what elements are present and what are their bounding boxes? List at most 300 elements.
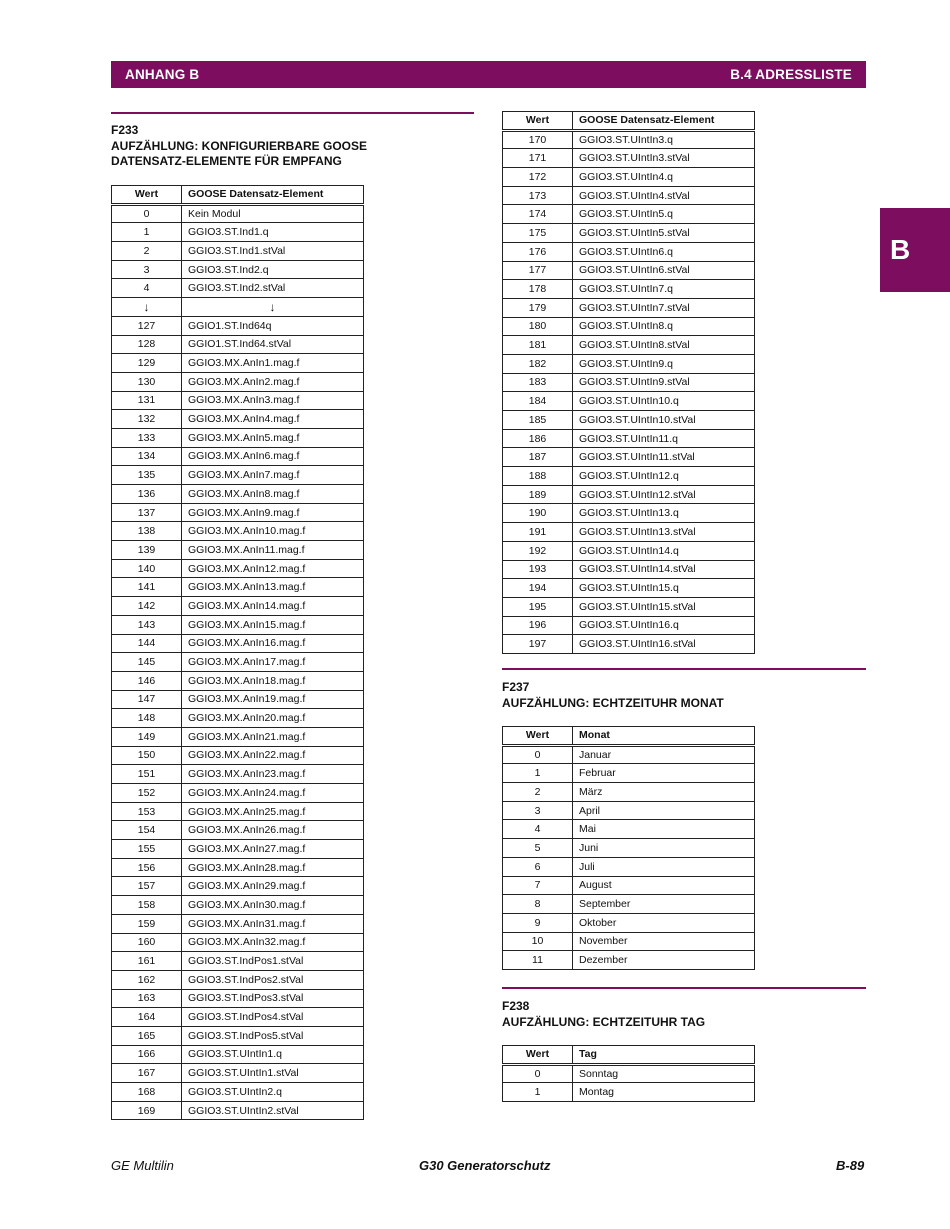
element-cell: GGIO3.MX.AnIn26.mag.f <box>182 821 364 840</box>
element-cell: GGIO3.ST.UIntIn12.stVal <box>573 485 755 504</box>
element-cell: GGIO3.MX.AnIn17.mag.f <box>182 653 364 672</box>
value-cell: 156 <box>112 858 182 877</box>
table-row <box>112 372 364 391</box>
value-cell: 8 <box>503 895 573 914</box>
element-cell: Juni <box>573 839 755 858</box>
table-row <box>503 932 755 951</box>
table-row <box>112 653 364 672</box>
value-cell: 127 <box>112 316 182 335</box>
element-cell: GGIO3.ST.UIntIn11.stVal <box>573 448 755 467</box>
value-cell: 191 <box>503 523 573 542</box>
value-cell: 140 <box>112 559 182 578</box>
appendix-tab: B <box>880 208 950 292</box>
element-cell: GGIO3.MX.AnIn2.mag.f <box>182 372 364 391</box>
column-header: Tag <box>573 1046 755 1065</box>
value-cell: 2 <box>503 783 573 802</box>
section-code: F237 <box>502 680 530 694</box>
table-row <box>503 373 755 392</box>
value-cell: 183 <box>503 373 573 392</box>
element-cell: GGIO3.MX.AnIn27.mag.f <box>182 840 364 859</box>
section-code: F238 <box>502 999 530 1013</box>
value-cell: 155 <box>112 840 182 859</box>
value-cell: 181 <box>503 336 573 355</box>
value-cell: 147 <box>112 690 182 709</box>
table-row <box>112 1045 364 1064</box>
element-cell: GGIO3.MX.AnIn19.mag.f <box>182 690 364 709</box>
value-cell: 169 <box>112 1101 182 1120</box>
value-cell: 144 <box>112 634 182 653</box>
table-row <box>503 783 755 802</box>
element-cell: GGIO3.MX.AnIn10.mag.f <box>182 522 364 541</box>
table-row <box>503 541 755 560</box>
element-cell: GGIO3.ST.IndPos1.stVal <box>182 952 364 971</box>
element-cell: GGIO3.MX.AnIn16.mag.f <box>182 634 364 653</box>
section-label: B.4 ADRESSLISTE <box>730 67 852 82</box>
table-row <box>112 989 364 1008</box>
element-cell: GGIO3.MX.AnIn30.mag.f <box>182 896 364 915</box>
value-cell: 173 <box>503 186 573 205</box>
value-cell: 159 <box>112 914 182 933</box>
element-cell: GGIO3.ST.UIntIn1.stVal <box>182 1064 364 1083</box>
table-row <box>112 410 364 429</box>
table-row <box>503 1064 755 1083</box>
section-title-line: AUFZÄHLUNG: ECHTZEITUHR TAG <box>502 1014 706 1029</box>
value-cell: 11 <box>503 951 573 970</box>
value-cell: 163 <box>112 989 182 1008</box>
table-row <box>112 485 364 504</box>
value-cell: 143 <box>112 615 182 634</box>
element-cell: GGIO3.MX.AnIn18.mag.f <box>182 671 364 690</box>
value-cell: 179 <box>503 298 573 317</box>
element-cell: GGIO1.ST.Ind64q <box>182 316 364 335</box>
table-row <box>112 821 364 840</box>
value-cell: 171 <box>503 149 573 168</box>
value-cell: ↓ <box>112 298 182 317</box>
table-row <box>503 130 755 149</box>
element-cell: Oktober <box>573 913 755 932</box>
data-table-f237 <box>502 726 755 970</box>
table-row <box>503 895 755 914</box>
table-row <box>503 764 755 783</box>
table-row <box>112 242 364 261</box>
value-cell: 158 <box>112 896 182 915</box>
element-cell: GGIO3.ST.Ind2.q <box>182 260 364 279</box>
value-cell: 180 <box>503 317 573 336</box>
table-row <box>112 634 364 653</box>
element-cell: GGIO3.MX.AnIn29.mag.f <box>182 877 364 896</box>
element-cell: GGIO3.ST.UIntIn7.stVal <box>573 298 755 317</box>
element-cell: März <box>573 783 755 802</box>
value-cell: 128 <box>112 335 182 354</box>
element-cell: GGIO3.MX.AnIn3.mag.f <box>182 391 364 410</box>
value-cell: 178 <box>503 280 573 299</box>
value-cell: 196 <box>503 616 573 635</box>
value-cell: 6 <box>503 857 573 876</box>
element-cell: GGIO3.ST.UIntIn6.stVal <box>573 261 755 280</box>
table-row <box>503 839 755 858</box>
value-cell: 188 <box>503 467 573 486</box>
element-cell: GGIO3.MX.AnIn6.mag.f <box>182 447 364 466</box>
value-cell: 165 <box>112 1026 182 1045</box>
element-cell: GGIO3.ST.UIntIn15.q <box>573 579 755 598</box>
element-cell: GGIO3.MX.AnIn24.mag.f <box>182 784 364 803</box>
element-cell: GGIO3.MX.AnIn28.mag.f <box>182 858 364 877</box>
table-row <box>503 411 755 430</box>
table-row <box>112 279 364 298</box>
element-cell: GGIO3.ST.IndPos2.stVal <box>182 970 364 989</box>
table-row <box>503 616 755 635</box>
element-cell: September <box>573 895 755 914</box>
element-cell: GGIO3.ST.UIntIn10.q <box>573 392 755 411</box>
value-cell: 134 <box>112 447 182 466</box>
value-cell: 170 <box>503 130 573 149</box>
table-row <box>503 317 755 336</box>
element-cell: GGIO3.ST.UIntIn16.q <box>573 616 755 635</box>
table-row <box>112 578 364 597</box>
element-cell: GGIO3.MX.AnIn9.mag.f <box>182 503 364 522</box>
element-cell: GGIO3.ST.UIntIn10.stVal <box>573 411 755 430</box>
element-cell: GGIO3.ST.UIntIn5.stVal <box>573 224 755 243</box>
table-row <box>112 223 364 242</box>
element-cell: GGIO3.MX.AnIn20.mag.f <box>182 709 364 728</box>
table-row <box>503 485 755 504</box>
element-cell: ↓ <box>182 298 364 317</box>
table-row <box>112 1008 364 1027</box>
table-row <box>112 522 364 541</box>
column-header: Wert <box>503 727 573 746</box>
value-cell: 189 <box>503 485 573 504</box>
table-row <box>503 336 755 355</box>
element-cell: GGIO3.MX.AnIn7.mag.f <box>182 466 364 485</box>
value-cell: 151 <box>112 765 182 784</box>
value-cell: 1 <box>112 223 182 242</box>
chapter-label: ANHANG B <box>125 67 200 82</box>
table-row <box>112 559 364 578</box>
table-row <box>503 429 755 448</box>
element-cell: GGIO3.ST.UIntIn4.q <box>573 168 755 187</box>
value-cell: 152 <box>112 784 182 803</box>
table-row <box>112 746 364 765</box>
element-cell: GGIO3.ST.UIntIn9.stVal <box>573 373 755 392</box>
element-cell: GGIO3.ST.UIntIn13.q <box>573 504 755 523</box>
value-cell: 10 <box>503 932 573 951</box>
table-row <box>112 541 364 560</box>
table-row <box>112 765 364 784</box>
value-cell: 175 <box>503 224 573 243</box>
element-cell: GGIO1.ST.Ind64.stVal <box>182 335 364 354</box>
section-rule <box>502 668 866 670</box>
table-row <box>112 615 364 634</box>
column-header: Monat <box>573 727 755 746</box>
column-header: GOOSE Datensatz-Element <box>573 112 755 131</box>
table-row <box>503 186 755 205</box>
table-row <box>503 560 755 579</box>
table-row <box>503 951 755 970</box>
data-table-f233 <box>111 185 364 1120</box>
value-cell: 4 <box>503 820 573 839</box>
value-cell: 168 <box>112 1083 182 1102</box>
element-cell: GGIO3.ST.Ind1.stVal <box>182 242 364 261</box>
element-cell: GGIO3.MX.AnIn1.mag.f <box>182 354 364 373</box>
value-cell: 3 <box>503 801 573 820</box>
value-cell: 132 <box>112 410 182 429</box>
element-cell: GGIO3.MX.AnIn11.mag.f <box>182 541 364 560</box>
element-cell: GGIO3.MX.AnIn23.mag.f <box>182 765 364 784</box>
table-row <box>503 801 755 820</box>
table-row <box>503 635 755 654</box>
value-cell: 185 <box>503 411 573 430</box>
table-row <box>503 448 755 467</box>
value-cell: 130 <box>112 372 182 391</box>
value-cell: 146 <box>112 671 182 690</box>
column-header: Wert <box>112 186 182 205</box>
column-header: Wert <box>503 1046 573 1065</box>
element-cell: GGIO3.ST.UIntIn1.q <box>182 1045 364 1064</box>
value-cell: 136 <box>112 485 182 504</box>
element-cell: April <box>573 801 755 820</box>
table-row <box>112 784 364 803</box>
value-cell: 5 <box>503 839 573 858</box>
section-rule <box>111 112 474 114</box>
element-cell: GGIO3.ST.IndPos3.stVal <box>182 989 364 1008</box>
table-row <box>112 709 364 728</box>
value-cell: 195 <box>503 597 573 616</box>
element-cell: GGIO3.ST.UIntIn3.stVal <box>573 149 755 168</box>
value-cell: 7 <box>503 876 573 895</box>
table-row <box>112 802 364 821</box>
value-cell: 148 <box>112 709 182 728</box>
element-cell: GGIO3.ST.UIntIn16.stVal <box>573 635 755 654</box>
table-row <box>503 597 755 616</box>
element-cell: GGIO3.MX.AnIn25.mag.f <box>182 802 364 821</box>
element-cell: GGIO3.ST.UIntIn15.stVal <box>573 597 755 616</box>
table-row <box>503 876 755 895</box>
value-cell: 172 <box>503 168 573 187</box>
element-cell: GGIO3.MX.AnIn22.mag.f <box>182 746 364 765</box>
table-row <box>112 933 364 952</box>
element-cell: GGIO3.ST.UIntIn14.q <box>573 541 755 560</box>
table-row <box>112 354 364 373</box>
table-row <box>112 428 364 447</box>
table-row <box>112 690 364 709</box>
value-cell: 129 <box>112 354 182 373</box>
value-cell: 166 <box>112 1045 182 1064</box>
value-cell: 194 <box>503 579 573 598</box>
table-row <box>112 1083 364 1102</box>
value-cell: 154 <box>112 821 182 840</box>
table-row <box>503 579 755 598</box>
table-row <box>503 820 755 839</box>
value-cell: 135 <box>112 466 182 485</box>
value-cell: 161 <box>112 952 182 971</box>
chapter-header-bar <box>111 61 866 88</box>
element-cell: GGIO3.ST.UIntIn4.stVal <box>573 186 755 205</box>
element-cell: November <box>573 932 755 951</box>
table-row <box>112 260 364 279</box>
value-cell: 162 <box>112 970 182 989</box>
table-row <box>112 597 364 616</box>
element-cell: Februar <box>573 764 755 783</box>
value-cell: 167 <box>112 1064 182 1083</box>
value-cell: 192 <box>503 541 573 560</box>
element-cell: GGIO3.ST.UIntIn8.q <box>573 317 755 336</box>
table-row <box>503 523 755 542</box>
table-row <box>112 914 364 933</box>
element-cell: GGIO3.ST.Ind2.stVal <box>182 279 364 298</box>
value-cell: 157 <box>112 877 182 896</box>
element-cell: GGIO3.MX.AnIn21.mag.f <box>182 727 364 746</box>
footer-product: G30 Generatorschutz <box>419 1158 551 1173</box>
table-row <box>112 970 364 989</box>
value-cell: 142 <box>112 597 182 616</box>
element-cell: GGIO3.MX.AnIn8.mag.f <box>182 485 364 504</box>
element-cell: GGIO3.ST.Ind1.q <box>182 223 364 242</box>
table-row <box>503 280 755 299</box>
section-heading-f238 <box>502 999 705 1030</box>
value-cell: 1 <box>503 764 573 783</box>
table-row <box>112 727 364 746</box>
value-cell: 139 <box>112 541 182 560</box>
element-cell: GGIO3.ST.UIntIn2.q <box>182 1083 364 1102</box>
table-row <box>112 1101 364 1120</box>
table-row <box>112 204 364 223</box>
section-title-line: AUFZÄHLUNG: KONFIGURIERBARE GOOSE <box>111 138 367 153</box>
table-row <box>503 205 755 224</box>
value-cell: 177 <box>503 261 573 280</box>
value-cell: 133 <box>112 428 182 447</box>
table-row <box>112 840 364 859</box>
element-cell: GGIO3.ST.UIntIn5.q <box>573 205 755 224</box>
value-cell: 190 <box>503 504 573 523</box>
section-code: F233 <box>111 123 139 137</box>
element-cell: Montag <box>573 1083 755 1102</box>
value-cell: 137 <box>112 503 182 522</box>
table-row <box>503 261 755 280</box>
table-row <box>112 335 364 354</box>
data-table-f238 <box>502 1045 755 1102</box>
element-cell: August <box>573 876 755 895</box>
table-row <box>112 298 364 317</box>
column-header: Wert <box>503 112 573 131</box>
table-row <box>112 952 364 971</box>
section-heading-f237 <box>502 680 724 711</box>
table-row <box>503 298 755 317</box>
element-cell: GGIO3.MX.AnIn14.mag.f <box>182 597 364 616</box>
footer-company: GE Multilin <box>111 1158 174 1173</box>
element-cell: GGIO3.ST.IndPos4.stVal <box>182 1008 364 1027</box>
value-cell: 182 <box>503 354 573 373</box>
element-cell: GGIO3.ST.UIntIn6.q <box>573 242 755 261</box>
table-row <box>112 316 364 335</box>
element-cell: GGIO3.ST.UIntIn13.stVal <box>573 523 755 542</box>
table-row <box>503 224 755 243</box>
value-cell: 145 <box>112 653 182 672</box>
value-cell: 3 <box>112 260 182 279</box>
element-cell: GGIO3.MX.AnIn12.mag.f <box>182 559 364 578</box>
element-cell: GGIO3.ST.UIntIn11.q <box>573 429 755 448</box>
section-rule <box>502 987 866 989</box>
table-row <box>112 877 364 896</box>
table-row <box>112 858 364 877</box>
element-cell: GGIO3.ST.UIntIn8.stVal <box>573 336 755 355</box>
table-row <box>503 149 755 168</box>
section-title-line: DATENSATZ-ELEMENTE FÜR EMPFANG <box>111 154 342 168</box>
table-row <box>112 503 364 522</box>
value-cell: 0 <box>503 745 573 764</box>
value-cell: 184 <box>503 392 573 411</box>
element-cell: Dezember <box>573 951 755 970</box>
table-row <box>112 1026 364 1045</box>
data-table-f233-continued <box>502 111 755 654</box>
value-cell: 187 <box>503 448 573 467</box>
table-row <box>503 857 755 876</box>
value-cell: 141 <box>112 578 182 597</box>
table-row <box>112 671 364 690</box>
table-row <box>503 745 755 764</box>
element-cell: GGIO3.ST.IndPos5.stVal <box>182 1026 364 1045</box>
value-cell: 0 <box>503 1064 573 1083</box>
element-cell: GGIO3.MX.AnIn15.mag.f <box>182 615 364 634</box>
value-cell: 1 <box>503 1083 573 1102</box>
element-cell: GGIO3.ST.UIntIn7.q <box>573 280 755 299</box>
element-cell: GGIO3.MX.AnIn5.mag.f <box>182 428 364 447</box>
column-header: GOOSE Datensatz-Element <box>182 186 364 205</box>
value-cell: 197 <box>503 635 573 654</box>
section-heading-f233 <box>111 123 367 170</box>
element-cell: GGIO3.MX.AnIn13.mag.f <box>182 578 364 597</box>
element-cell: Sonntag <box>573 1064 755 1083</box>
value-cell: 150 <box>112 746 182 765</box>
value-cell: 164 <box>112 1008 182 1027</box>
value-cell: 9 <box>503 913 573 932</box>
table-row <box>112 447 364 466</box>
table-row <box>503 504 755 523</box>
table-row <box>503 242 755 261</box>
table-row <box>503 467 755 486</box>
value-cell: 2 <box>112 242 182 261</box>
footer-page-number: B-89 <box>836 1158 865 1173</box>
element-cell: GGIO3.ST.UIntIn9.q <box>573 354 755 373</box>
table-row <box>503 913 755 932</box>
element-cell: GGIO3.MX.AnIn31.mag.f <box>182 914 364 933</box>
table-row <box>112 391 364 410</box>
element-cell: Januar <box>573 745 755 764</box>
value-cell: 193 <box>503 560 573 579</box>
table-row <box>112 466 364 485</box>
element-cell: GGIO3.ST.UIntIn12.q <box>573 467 755 486</box>
value-cell: 131 <box>112 391 182 410</box>
value-cell: 149 <box>112 727 182 746</box>
value-cell: 176 <box>503 242 573 261</box>
element-cell: GGIO3.ST.UIntIn3.q <box>573 130 755 149</box>
section-title-line: AUFZÄHLUNG: ECHTZEITUHR MONAT <box>502 695 724 710</box>
element-cell: GGIO3.ST.UIntIn2.stVal <box>182 1101 364 1120</box>
table-row <box>503 168 755 187</box>
value-cell: 186 <box>503 429 573 448</box>
value-cell: 138 <box>112 522 182 541</box>
element-cell: GGIO3.MX.AnIn4.mag.f <box>182 410 364 429</box>
value-cell: 153 <box>112 802 182 821</box>
element-cell: Kein Modul <box>182 204 364 223</box>
table-row <box>112 896 364 915</box>
element-cell: Juli <box>573 857 755 876</box>
element-cell: GGIO3.ST.UIntIn14.stVal <box>573 560 755 579</box>
value-cell: 160 <box>112 933 182 952</box>
value-cell: 0 <box>112 204 182 223</box>
value-cell: 4 <box>112 279 182 298</box>
element-cell: GGIO3.MX.AnIn32.mag.f <box>182 933 364 952</box>
value-cell: 174 <box>503 205 573 224</box>
